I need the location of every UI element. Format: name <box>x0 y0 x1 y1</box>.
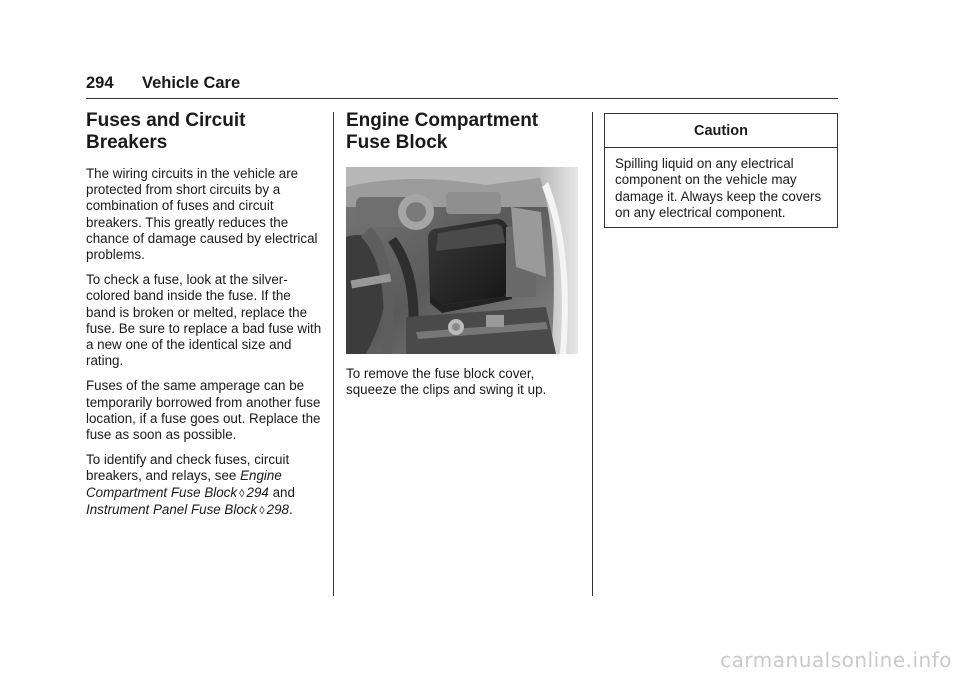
caution-title: Caution <box>605 114 837 148</box>
photo-caption: To remove the fuse block cover, squeeze the clips and swing it up. <box>346 366 547 398</box>
paragraph: To check a fuse, look at the silver-colored band inside the fuse. If the band is broken or melted, replace the fuse. Be sure to replace a bad fuse with a new one of the identical size and rating. <box>86 272 322 369</box>
paragraph: The wiring circuits in the vehicle are protected from short circuits by a combination of fuses and circuit breakers. This greatly reduces the chance of damage caused by electrical problems. <box>86 166 318 263</box>
column-fuses-breakers <box>86 110 322 528</box>
xref-title: Instrument Panel Fuse Block <box>86 501 258 517</box>
page-number: 294 <box>86 74 114 92</box>
heading-line: Engine Compartment <box>346 110 539 131</box>
xref-instrument-panel-fuse-block[interactable] <box>86 502 289 517</box>
heading-line: Fuse Block <box>346 132 448 153</box>
column-engine-fuse-block <box>346 110 580 407</box>
paragraph-with-references <box>86 452 322 519</box>
caution-text: Spilling liquid on any electrical component on the vehicle may damage it. Always keep the covers on any electrical component. <box>615 156 822 220</box>
page-header <box>86 70 838 99</box>
caution-box <box>604 113 838 228</box>
xref-page: 294 <box>246 484 269 500</box>
heading-line: Fuses and Circuit <box>86 110 246 131</box>
heading-line: Breakers <box>86 132 168 153</box>
page-reference-icon: ◊ <box>239 487 245 500</box>
engine-compartment-photo <box>346 167 578 354</box>
xref-title: Engine Compartment Fuse Block <box>86 468 282 500</box>
page-reference-icon: ◊ <box>259 504 265 517</box>
column-divider <box>592 112 593 596</box>
conjunction: and <box>268 484 295 500</box>
paragraph: Fuses of the same amperage can be temporarily borrowed from another fuse location, if a fuse goes out. Replace the fuse as soon as possible. <box>86 378 321 443</box>
period: . <box>288 501 293 517</box>
heading-engine-fuse-block <box>346 110 580 154</box>
column-divider <box>333 112 334 596</box>
watermark: carmanualsonline.info <box>720 648 952 672</box>
section-title: Vehicle Care <box>142 74 241 92</box>
xref-page: 298 <box>266 501 289 517</box>
paragraph-lead: To identify and check fuses, circuit breakers, and relays, see <box>86 452 290 484</box>
heading-fuses-breakers <box>86 110 322 154</box>
column-caution <box>604 110 838 228</box>
